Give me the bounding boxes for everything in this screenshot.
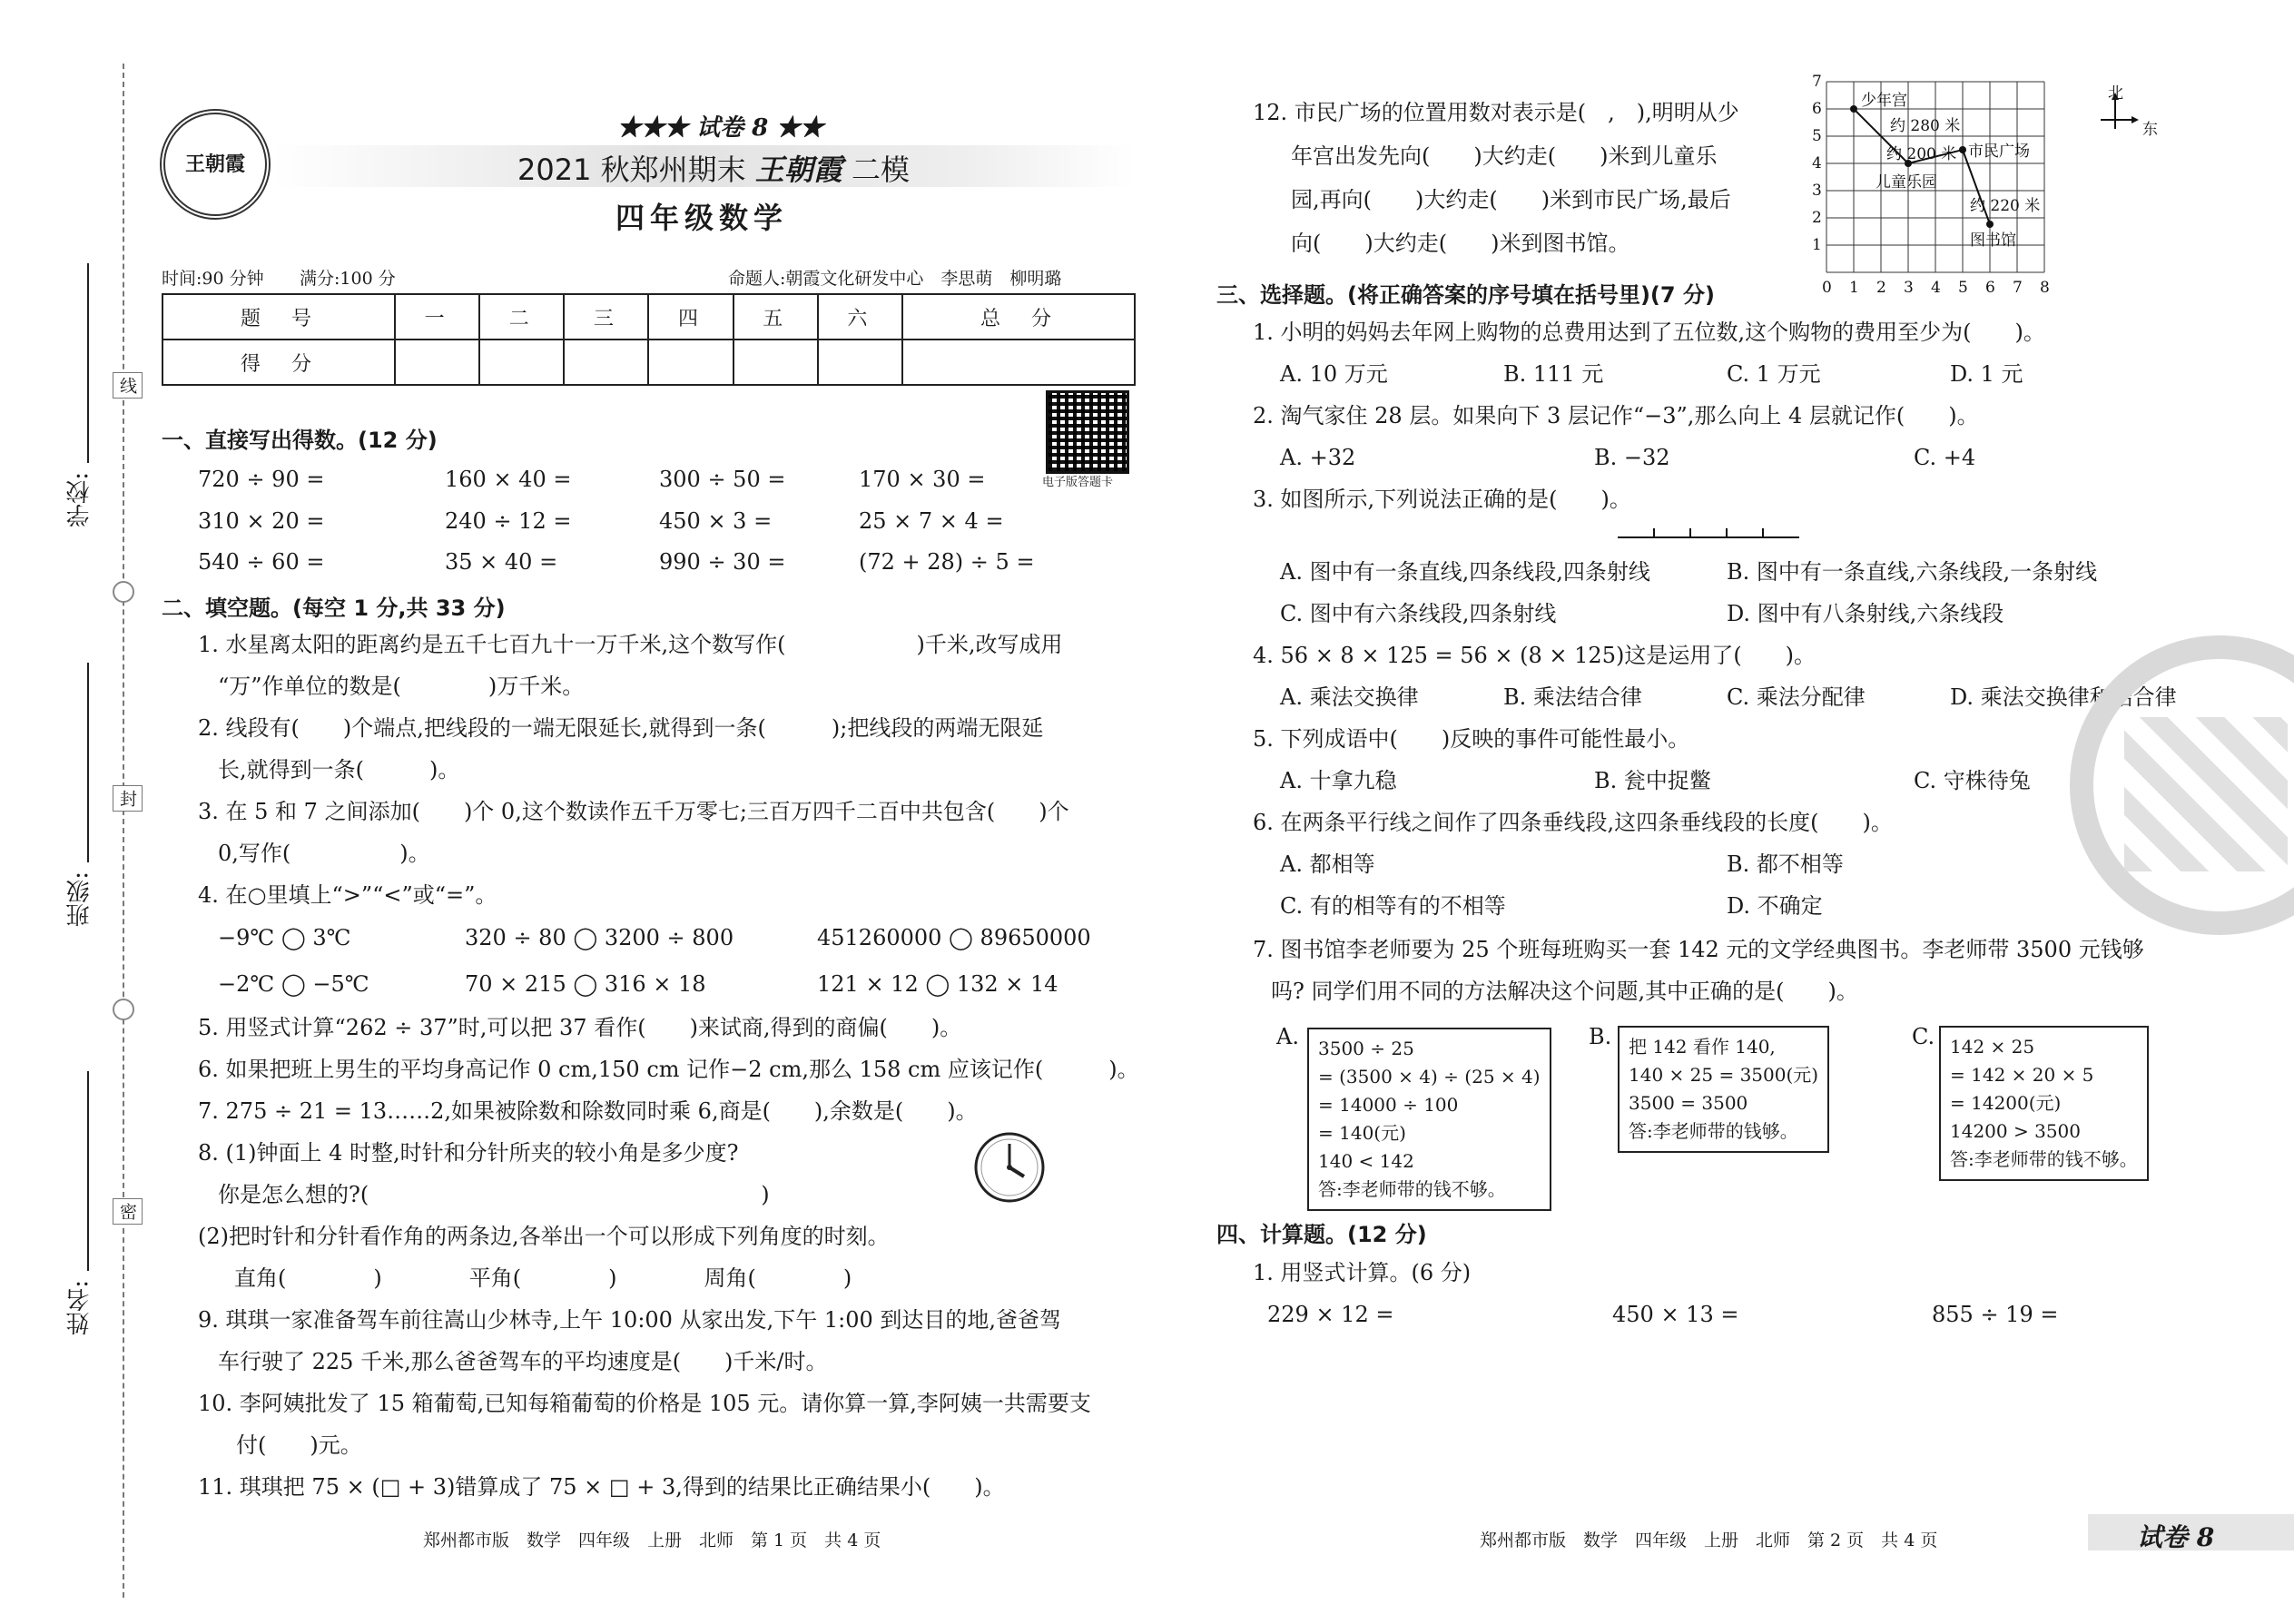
s3-q6: 6. 在两条平行线之间作了四条垂线段,这四条垂线段的长度( )。 xyxy=(1253,810,1893,835)
footer-right: 郑州都市版 数学 四年级 上册 北师 第 2 页 共 4 页 xyxy=(1480,1530,1938,1550)
s3-q3-opt-a[interactable]: A. 图中有一条直线,四条线段,四条射线 xyxy=(1280,559,1650,585)
score-cell[interactable] xyxy=(479,340,564,385)
s2-q7: 7. 275 ÷ 21 = 13……2,如果被除数和除数同时乘 6,商是( ),余数是( )。 xyxy=(198,1098,978,1124)
s3-q5-opt-b[interactable]: B. 瓮中捉鳖 xyxy=(1594,768,1711,793)
s3-q3: 3. 如图所示,下列说法正确的是( )。 xyxy=(1253,487,1631,512)
map-label-dist-220: 约 220 米 xyxy=(1970,197,2041,215)
score-header-cell: 四 xyxy=(648,294,733,340)
s3-q5: 5. 下列成语中( )反映的事件可能性最小。 xyxy=(1253,726,1690,752)
s2-q12-line4: 向( )大约走( )米到图书馆。 xyxy=(1291,231,1630,256)
score-header-cell: 题 号 xyxy=(162,294,395,340)
compare-2: 320 ÷ 80 ◯ 3200 ÷ 800 xyxy=(465,925,734,950)
binding-mark-1: 线 xyxy=(113,372,143,399)
s2-q6: 6. 如果把班上男生的平均身高记作 0 cm,150 cm 记作−2 cm,那么 158 cm 应该记作( )。 xyxy=(198,1057,1139,1082)
s2-q10-line1: 10. 李阿姨批发了 15 箱葡萄,已知每箱葡萄的价格是 105 元。请你算一算,李阿姨一共需要支 xyxy=(198,1391,1091,1416)
s2-q10-line2: 付( )元。 xyxy=(236,1432,362,1458)
exam-title: 2021 秋郑州期末 王朝霞 二模 xyxy=(517,153,910,187)
map-label-plaza: 市民广场 xyxy=(1968,143,2030,161)
s1-r3-c4: (72 + 28) ÷ 5 = xyxy=(859,549,1035,575)
s3-q1-opt-b[interactable]: B. 111 元 xyxy=(1503,361,1604,387)
s3-q5-opt-c[interactable]: C. 守株待兔 xyxy=(1914,768,2031,793)
s2-q9-line1: 9. 琪琪一家准备驾车前往嵩山少林寺,上午 10:00 从家出发,下午 1:00 到达目的地,爸爸驾 xyxy=(198,1307,1061,1333)
s2-q4: 4. 在○里填上“>”“<”或“=”。 xyxy=(198,882,497,908)
qr-code[interactable] xyxy=(1046,390,1129,474)
logo-text: 王朝霞 xyxy=(184,153,245,176)
s2-q12-line2: 年宫出发先向( )大约走( )米到儿童乐 xyxy=(1291,143,1718,169)
map-x-tick: 8 xyxy=(2040,279,2050,297)
location-map xyxy=(1807,73,2079,300)
s2-q8-1: 8. (1)钟面上 4 时整,时针和分针所夹的较小角是多少度? xyxy=(198,1140,739,1166)
s1-r2-c4: 25 × 7 × 4 = xyxy=(859,508,1004,534)
map-label-library: 图书馆 xyxy=(1970,231,2016,250)
compare-3: 451260000 ◯ 89650000 xyxy=(817,925,1091,950)
s3-q6-opt-b[interactable]: B. 都不相等 xyxy=(1727,851,1844,877)
compass-east: 东 xyxy=(2142,121,2158,139)
s3-q7-line2: 吗? 同学们用不同的方法解决这个问题,其中正确的是( )。 xyxy=(1271,979,1858,1004)
binding-circle-2 xyxy=(113,999,134,1020)
compare-4: −2℃ ◯ −5℃ xyxy=(218,971,369,997)
section-1-title: 一、直接写出得数。(12 分) xyxy=(162,428,438,453)
binding-circle-1 xyxy=(113,581,134,603)
name-field[interactable] xyxy=(87,1071,89,1271)
s2-q12-line1: 12. 市民广场的位置用数对表示是( , ),明明从少 xyxy=(1253,100,1739,125)
s2-q1-line2: “万”作单位的数是( )万千米。 xyxy=(218,674,585,699)
s3-q7-line1: 7. 图书馆李老师要为 25 个班每班购买一套 142 元的文学经典图书。李老师带 3500 元钱够 xyxy=(1253,937,2144,962)
footer-left: 郑州都市版 数学 四年级 上册 北师 第 1 页 共 4 页 xyxy=(423,1530,881,1550)
s3-q1-opt-c[interactable]: C. 1 万元 xyxy=(1727,361,1821,387)
s4-sub: 1. 用竖式计算。(6 分) xyxy=(1253,1260,1472,1285)
s3-q4-opt-d[interactable]: D. 乘法交换律和结合律 xyxy=(1950,684,2177,710)
s4-item-1: 229 × 12 = xyxy=(1267,1302,1394,1327)
compare-1: −9℃ ◯ 3℃ xyxy=(218,925,351,950)
map-label-youth-palace: 少年宫 xyxy=(1861,92,1907,110)
s3-q7-opt-b-box: 把 142 看作 140, 140 × 25 = 3500(元) 3500 = 3500 答:李老师带的钱够。 xyxy=(1618,1026,1829,1153)
s3-q3-opt-c[interactable]: C. 图中有六条线段,四条射线 xyxy=(1280,601,1557,626)
map-x-tick: 4 xyxy=(1931,279,1941,297)
watermark-pattern xyxy=(2124,717,2288,871)
map-label-dist-280: 约 280 米 xyxy=(1890,117,1961,135)
clock-icon xyxy=(973,1131,1046,1204)
class-label: 班级: xyxy=(66,871,94,927)
s3-q2-opt-c[interactable]: C. +4 xyxy=(1914,445,1976,470)
s3-q6-opt-c[interactable]: C. 有的相等有的不相等 xyxy=(1280,893,1506,919)
s2-q11: 11. 琪琪把 75 × (□ + 3)错算成了 75 × □ + 3,得到的结果比正确结果小( )。 xyxy=(198,1474,1005,1500)
line-figure xyxy=(1618,525,1799,545)
binding-mark-3: 密 xyxy=(113,1198,143,1225)
map-x-tick: 6 xyxy=(1985,279,1995,297)
score-header-cell: 一 xyxy=(395,294,479,340)
s2-q3-line2: 0,写作( )。 xyxy=(218,841,430,866)
s2-q8-2b: 直角( ) 平角( ) 周角( ) xyxy=(234,1265,852,1291)
school-label: 学校: xyxy=(66,472,94,527)
s2-q12-line3: 园,再向( )大约走( )米到市民广场,最后 xyxy=(1291,187,1731,212)
map-y-tick: 2 xyxy=(1812,209,1822,227)
s3-q7-opt-b-label[interactable]: B. xyxy=(1589,1024,1612,1049)
s3-q4-opt-a[interactable]: A. 乘法交换律 xyxy=(1280,684,1419,710)
map-x-tick: 3 xyxy=(1904,279,1914,297)
score-row-label: 得 分 xyxy=(162,340,395,385)
map-x-tick: 0 xyxy=(1822,279,1832,297)
map-x-tick: 5 xyxy=(1958,279,1968,297)
compare-5: 70 × 215 ◯ 316 × 18 xyxy=(465,971,706,997)
s1-r1-c1: 720 ÷ 90 = xyxy=(198,467,325,492)
subject-title: 四年级数学 xyxy=(615,201,789,235)
s3-q4-opt-c[interactable]: C. 乘法分配律 xyxy=(1727,684,1866,710)
score-header-cell: 三 xyxy=(564,294,648,340)
s1-r2-c2: 240 ÷ 12 = xyxy=(445,508,572,534)
score-header-cell: 二 xyxy=(479,294,564,340)
score-cell[interactable] xyxy=(733,340,818,385)
brand-mark: 王朝霞 xyxy=(754,153,842,187)
map-y-tick: 3 xyxy=(1812,182,1822,200)
footer-tag: 试卷 8 xyxy=(2137,1522,2215,1552)
score-header-cell: 六 xyxy=(818,294,902,340)
s2-q9-line2: 车行驶了 225 千米,那么爸爸驾车的平均速度是( )千米/时。 xyxy=(218,1349,828,1374)
score-table-row xyxy=(162,340,1135,385)
s3-q2-opt-a[interactable]: A. +32 xyxy=(1280,445,1356,470)
score-header-cell: 五 xyxy=(733,294,818,340)
qr-caption: 电子版答题卡 xyxy=(1042,476,1114,489)
score-cell[interactable] xyxy=(902,340,1135,385)
map-point xyxy=(1850,105,1857,113)
s2-q3-line1: 3. 在 5 和 7 之间添加( )个 0,这个数读作五千万零七;三百万四千二百中共包含( )个 xyxy=(198,799,1069,824)
map-x-tick: 2 xyxy=(1876,279,1886,297)
compare-6: 121 × 12 ◯ 132 × 14 xyxy=(817,971,1058,997)
star-icon: ★★★ xyxy=(617,114,689,142)
s3-q6-opt-a[interactable]: A. 都相等 xyxy=(1280,851,1375,877)
s1-r2-c1: 310 × 20 = xyxy=(198,508,325,534)
section-3-title: 三、选择题。(将正确答案的序号填在括号里)(7 分) xyxy=(1216,282,1715,308)
map-y-tick: 6 xyxy=(1812,100,1822,118)
exam-full-score: 满分:100 分 xyxy=(300,269,396,289)
s3-q7-opt-c-box: 142 × 25 = 142 × 20 × 5 = 14200(元) 14200 > 3500 答:李老师带的钱不够。 xyxy=(1939,1026,2149,1181)
score-header-cell: 总 分 xyxy=(902,294,1135,340)
s3-q6-opt-d[interactable]: D. 不确定 xyxy=(1727,893,1823,919)
map-y-tick: 4 xyxy=(1812,154,1822,172)
map-point xyxy=(1959,146,1966,153)
score-cell[interactable] xyxy=(395,340,479,385)
s3-q4: 4. 56 × 8 × 125 = 56 × (8 × 125)这是运用了( )。 xyxy=(1253,643,1816,668)
s2-q8-1b: 你是怎么想的?( ) xyxy=(218,1182,770,1207)
binding-line xyxy=(123,64,124,1598)
score-table xyxy=(162,293,1136,386)
s3-q1-opt-a[interactable]: A. 10 万元 xyxy=(1280,361,1388,387)
map-label-kids-park: 儿童乐园 xyxy=(1876,173,1937,192)
s3-q7-opt-a-box: 3500 ÷ 25 = (3500 × 4) ÷ (25 × 4) = 14000 ÷ 100 = 140(元) 140 < 142 答:李老师带的钱不够。 xyxy=(1307,1028,1551,1211)
compass-north: 北 xyxy=(2108,84,2123,103)
logo-badge xyxy=(160,109,271,220)
s3-q1: 1. 小明的妈妈去年网上购物的总费用达到了五位数,这个购物的费用至少为( )。 xyxy=(1253,320,2045,345)
s3-q2-opt-b[interactable]: B. −32 xyxy=(1594,445,1670,470)
map-y-tick: 1 xyxy=(1812,236,1822,254)
s1-r3-c1: 540 ÷ 60 = xyxy=(198,549,325,575)
map-y-tick: 5 xyxy=(1812,127,1822,145)
map-y-tick: 7 xyxy=(1812,73,1822,91)
exam-authors: 命题人:朝霞文化研发中心 李思萌 柳明璐 xyxy=(728,269,1062,289)
s2-q2-line2: 长,就得到一条( )。 xyxy=(218,757,460,782)
s1-r3-c3: 990 ÷ 30 = xyxy=(659,549,786,575)
score-cell[interactable] xyxy=(564,340,648,385)
s4-item-3: 855 ÷ 19 = xyxy=(1932,1302,2059,1327)
s2-q1-line1: 1. 水星离太阳的距离约是五千七百九十一万千米,这个数写作( )千米,改写成用 xyxy=(198,632,1063,657)
map-x-tick: 7 xyxy=(2013,279,2023,297)
score-table-header-row xyxy=(162,294,1135,340)
s2-q2-line1: 2. 线段有( )个端点,把线段的一端无限延长,就得到一条( );把线段的两端无限延 xyxy=(198,715,1044,741)
s1-r1-c3: 300 ÷ 50 = xyxy=(659,467,786,492)
s3-q3-opt-d[interactable]: D. 图中有八条射线,六条线段 xyxy=(1727,601,2004,626)
exam-time: 时间:90 分钟 xyxy=(162,269,264,289)
map-point xyxy=(1986,221,1994,228)
s3-q1-opt-d[interactable]: D. 1 元 xyxy=(1950,361,2023,387)
s3-q5-opt-a[interactable]: A. 十拿九稳 xyxy=(1280,768,1397,793)
s1-r2-c3: 450 × 3 = xyxy=(659,508,773,534)
s2-q8-2: (2)把时针和分针看作角的两条边,各举出一个可以形成下列角度的时刻。 xyxy=(198,1224,890,1249)
score-cell[interactable] xyxy=(818,340,902,385)
star-icon: ★★ xyxy=(776,114,824,142)
s2-q5: 5. 用竖式计算“262 ÷ 37”时,可以把 37 看作( )来试商,得到的商偏( )。 xyxy=(198,1015,962,1040)
map-x-tick: 1 xyxy=(1849,279,1859,297)
s1-r3-c2: 35 × 40 = xyxy=(445,549,558,575)
s4-item-2: 450 × 13 = xyxy=(1612,1302,1739,1327)
s1-r1-c4: 170 × 30 = xyxy=(859,467,986,492)
class-field[interactable] xyxy=(87,663,89,862)
binding-mark-2: 封 xyxy=(113,785,143,812)
s1-r1-c2: 160 × 40 = xyxy=(445,467,572,492)
section-2-title: 二、填空题。(每空 1 分,共 33 分) xyxy=(162,595,506,621)
name-label: 姓名: xyxy=(66,1280,94,1335)
map-label-dist-200: 约 200 米 xyxy=(1886,145,1957,163)
section-4-title: 四、计算题。(12 分) xyxy=(1216,1222,1427,1247)
s3-q3-opt-b[interactable]: B. 图中有一条直线,六条线段,一条射线 xyxy=(1727,559,2098,585)
s3-q7-opt-c-label[interactable]: C. xyxy=(1912,1024,1935,1049)
series-label: ★★★ 试卷 8 ★★ xyxy=(617,114,824,142)
s3-q4-opt-b[interactable]: B. 乘法结合律 xyxy=(1503,684,1642,710)
s3-q2: 2. 淘气家住 28 层。如果向下 3 层记作“−3”,那么向上 4 层就记作( )。 xyxy=(1253,403,1979,428)
s3-q7-opt-a-label[interactable]: A. xyxy=(1276,1024,1299,1049)
score-cell[interactable] xyxy=(648,340,733,385)
school-field[interactable] xyxy=(87,263,89,463)
